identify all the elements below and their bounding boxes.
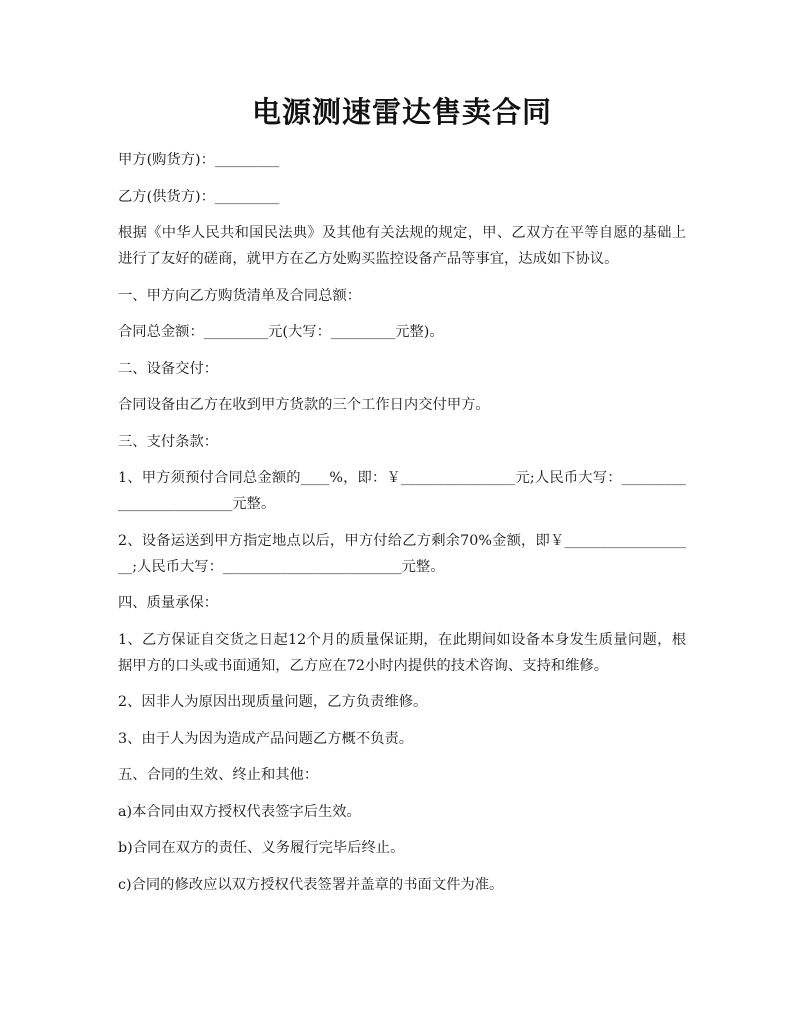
preamble-paragraph: 根据《中华人民共和国民法典》及其他有关法规的规定，甲、乙双方在平等自愿的基础上进行了友好的磋商，就甲方在乙方处购买监控设备产品等事宜，达成如下协议。	[118, 225, 686, 267]
term-clause-b: b)合同在双方的责任、义务履行完毕后终止。	[118, 840, 405, 856]
warranty-clause-2: 2、因非人为原因出现质量问题，乙方负责维修。	[118, 694, 428, 710]
section-4-heading: 四、质量承保：	[118, 595, 219, 611]
document-body	[118, 147, 686, 898]
warranty-clause-3: 3、由于人为因为造成产品问题乙方概不负责。	[118, 730, 414, 747]
seller-line: 乙方(供货方)：_________	[118, 188, 280, 205]
section-3-heading: 三、支付条款：	[118, 433, 219, 450]
section-1-heading: 一、甲方向乙方购货清单及合同总额：	[118, 287, 362, 304]
payment-clause-2: 2、设备运送到甲方指定地点以后，甲方付给乙方剩余70%金额，即￥___________________;人民币大写：_________________________元整。	[118, 532, 686, 575]
delivery-clause: 合同设备由乙方在收到甲方货款的三个工作日内交付甲方。	[118, 397, 490, 413]
warranty-clause-1: 1、乙方保证自交货之日起12个月的质量保证期，在此期间如设备本身发生质量问题，根据甲方的口头或书面通知，乙方应在72小时内提供的技术咨询、支持和维修。	[118, 631, 686, 674]
buyer-line: 甲方(购货方)：_________	[118, 152, 280, 168]
term-clause-c: c)合同的修改应以双方授权代表签署并盖章的书面文件为准。	[118, 876, 504, 893]
payment-clause-1: 1、甲方须预付合同总金额的____%，即：￥________________元;人民币大写：_________________________元整。	[118, 470, 686, 512]
document-title: 电源测速雷达售卖合同	[251, 95, 552, 129]
term-clause-a: a)本合同由双方授权代表签字后生效。	[118, 803, 361, 820]
section-5-heading: 五、合同的生效、终止和其他：	[118, 767, 319, 783]
total-amount-line: 合同总金额：_________元(大写：_________元整)。	[118, 324, 444, 340]
section-2-heading: 二、设备交付：	[118, 360, 219, 377]
